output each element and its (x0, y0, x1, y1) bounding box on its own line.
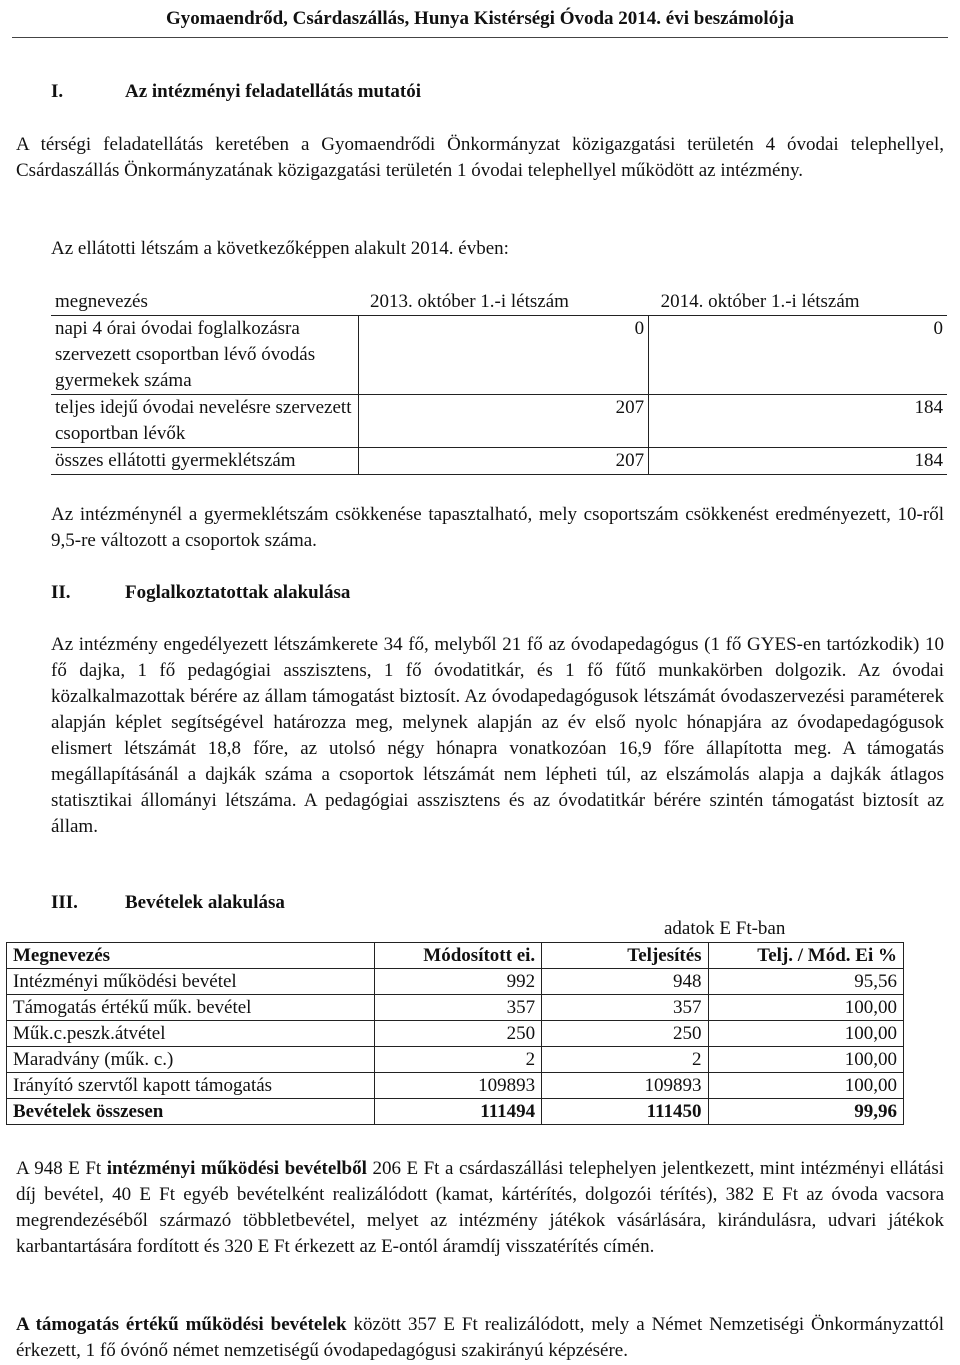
table-row (7, 1021, 904, 1047)
revenue-row-name: Maradvány (műk. c.) (7, 1047, 375, 1073)
section-1-paragraph-1: A térségi feladatellátás keretében a Gyomaendrődi Önkormányzat közigazgatási területén 4 óvodai telephellyel, Csárdaszállás Önkormányzatának közigazgatási területén 1 óvodai telephellyel működött az intézmény. (16, 134, 944, 181)
enrollment-row-2013: 207 (358, 395, 649, 448)
revenue-total-name: Bevételek összesen (7, 1099, 375, 1125)
revenue-header-percent: Telj. / Mód. Ei % (708, 943, 903, 969)
section-2-heading (51, 580, 350, 606)
table-row (51, 448, 947, 475)
revenue-header-name: Megnevezés (7, 943, 375, 969)
table-row (51, 316, 947, 395)
section-2-title: Foglalkoztatottak alakulása (125, 582, 351, 603)
revenue-note-bold: intézményi működési bevételből (106, 1158, 367, 1179)
revenue-total-percent: 99,96 (708, 1099, 903, 1125)
section-1-title: Az intézményi feladatellátás mutatói (125, 81, 422, 102)
revenue-total-actual: 111450 (542, 1099, 708, 1125)
section-2-paragraph: Az intézmény engedélyezett létszámkerete 34 fő, melyből 21 fő az óvodapedagógus (1 fő GYES-en tartózkodik) 10 fő dajka, 1 fő pedagógiai asszisztens, 1 fő óvodatitkár, és 1 fő fűtő munkakörben dolgozik. Az óvodai közalkalmazottak bérére az állam támogatást biztosít. Az óvodapedagógusok létszámát óvodaszervezési paraméterek alapján képlet segítségével határozza meg, melynek alapján az év első nyolc hónapjára az óvodapedagógusok elismert létszámát 18,8 főre, az utolsó négy hónapra vonatkozóan 16,9 főre állapította meg. A támogatás megállapításánál a dajkák száma a csoportok létszámát nem lépheti túl, az elszámolás alapja a dajkák átlagos statisztikai állományi létszáma. A pedagógiai asszisztens és az óvodatitkár bérére szintén támogatást biztosít az állam. (51, 634, 944, 837)
revenue-total-modified: 111494 (374, 1099, 541, 1125)
revenue-row-actual: 250 (542, 1021, 708, 1047)
section-3-paragraph-2 (16, 1312, 944, 1364)
enrollment-table-header (51, 289, 947, 316)
section-1-number: I. (51, 81, 64, 102)
enrollment-row-2014: 184 (649, 395, 947, 448)
revenue-total-row (7, 1099, 904, 1125)
revenue-row-percent: 100,00 (708, 1047, 903, 1073)
table-row (7, 969, 904, 995)
revenue-row-actual: 948 (542, 969, 708, 995)
revenue-row-actual: 109893 (542, 1073, 708, 1099)
enrollment-row-2013: 0 (358, 316, 649, 395)
support-note-bold: A támogatás értékű működési bevételek (16, 1314, 347, 1335)
enrollment-row-2014: 0 (649, 316, 947, 395)
revenue-row-modified: 357 (374, 995, 541, 1021)
header-divider (12, 37, 948, 38)
page-header: Gyomaendrőd, Csárdaszállás, Hunya Kistérségi Óvoda 2014. évi beszámolója (165, 8, 795, 29)
revenue-row-name: Intézményi működési bevétel (7, 969, 375, 995)
support-note-post: között 357 E Ft realizálódott, mely a Német Nemzetiségi Önkormányzattól érkezett, 1 fő óvónő német nemzetiségű óvodapedagógusi szakirányú képzésére. (16, 1314, 945, 1361)
revenue-row-name: Műk.c.peszk.átvétel (7, 1021, 375, 1047)
revenue-row-actual: 2 (542, 1047, 708, 1073)
revenue-row-percent: 100,00 (708, 1073, 903, 1099)
enrollment-row-2014: 184 (649, 448, 947, 475)
enrollment-table (51, 289, 947, 475)
revenue-note-pre: A 948 E Ft (16, 1158, 107, 1179)
table-row (7, 1047, 904, 1073)
table-row (7, 995, 904, 1021)
revenue-header-actual: Teljesítés (542, 943, 708, 969)
revenue-row-modified: 109893 (374, 1073, 541, 1099)
revenue-row-modified: 992 (374, 969, 541, 995)
enrollment-row-label: összes ellátotti gyermeklétszám (51, 448, 358, 475)
revenue-table (6, 942, 904, 1125)
section-1-paragraph-3: Az intézménynél a gyermeklétszám csökkenése tapasztalható, mely csoportszám csökkenést eredményezett, 10-ről 9,5-re változott a csoportok száma. (51, 504, 944, 551)
revenue-header-modified: Módosított ei. (374, 943, 541, 969)
units-note: adatok E Ft-ban (664, 918, 786, 939)
revenue-row-percent: 100,00 (708, 995, 903, 1021)
revenue-row-modified: 250 (374, 1021, 541, 1047)
revenue-row-percent: 95,56 (708, 969, 903, 995)
revenue-note-post: 206 E Ft a csárdaszállási telephelyen jelentkezett, mint intézményi ellátási díj bevétel, 40 E Ft egyéb bevételként realizálódott (kamat, kártérítés, dolgozói térítés), 382 E Ft az óvoda vacsora megrendezéséből származó többletbevétel, melyet az intézmény játékok vásárlására, kirándulásra, udvari játékok karbantartására fordított és 320 E Ft érkezett az E-ontól áramdíj visszatérítés címén. (16, 1158, 944, 1257)
section-2-number: II. (51, 582, 71, 603)
revenue-row-name: Irányító szervtől kapott támogatás (7, 1073, 375, 1099)
enrollment-header-2014: 2014. október 1.-i létszám (649, 289, 947, 316)
enrollment-row-label: napi 4 órai óvodai foglalkozásra szervezett csoportban lévő óvodás gyermekek száma (51, 316, 358, 395)
revenue-table-header (7, 943, 904, 969)
enrollment-header-2013: 2013. október 1.-i létszám (358, 289, 649, 316)
section-1-heading (51, 79, 421, 105)
section-3-heading (51, 890, 285, 916)
section-3-paragraph-1 (16, 1156, 944, 1260)
enrollment-row-2013: 207 (358, 448, 649, 475)
revenue-row-actual: 357 (542, 995, 708, 1021)
section-3-number: III. (51, 892, 78, 913)
section-1-paragraph-2: Az ellátotti létszám a következőképpen alakult 2014. évben: (51, 238, 509, 259)
enrollment-header-name: megnevezés (51, 289, 358, 316)
table-row (7, 1073, 904, 1099)
revenue-row-percent: 100,00 (708, 1021, 903, 1047)
revenue-row-modified: 2 (374, 1047, 541, 1073)
enrollment-row-label: teljes idejű óvodai nevelésre szervezett csoportban lévők (51, 395, 358, 448)
section-3-title: Bevételek alakulása (125, 892, 285, 913)
revenue-row-name: Támogatás értékű műk. bevétel (7, 995, 375, 1021)
table-row (51, 395, 947, 448)
